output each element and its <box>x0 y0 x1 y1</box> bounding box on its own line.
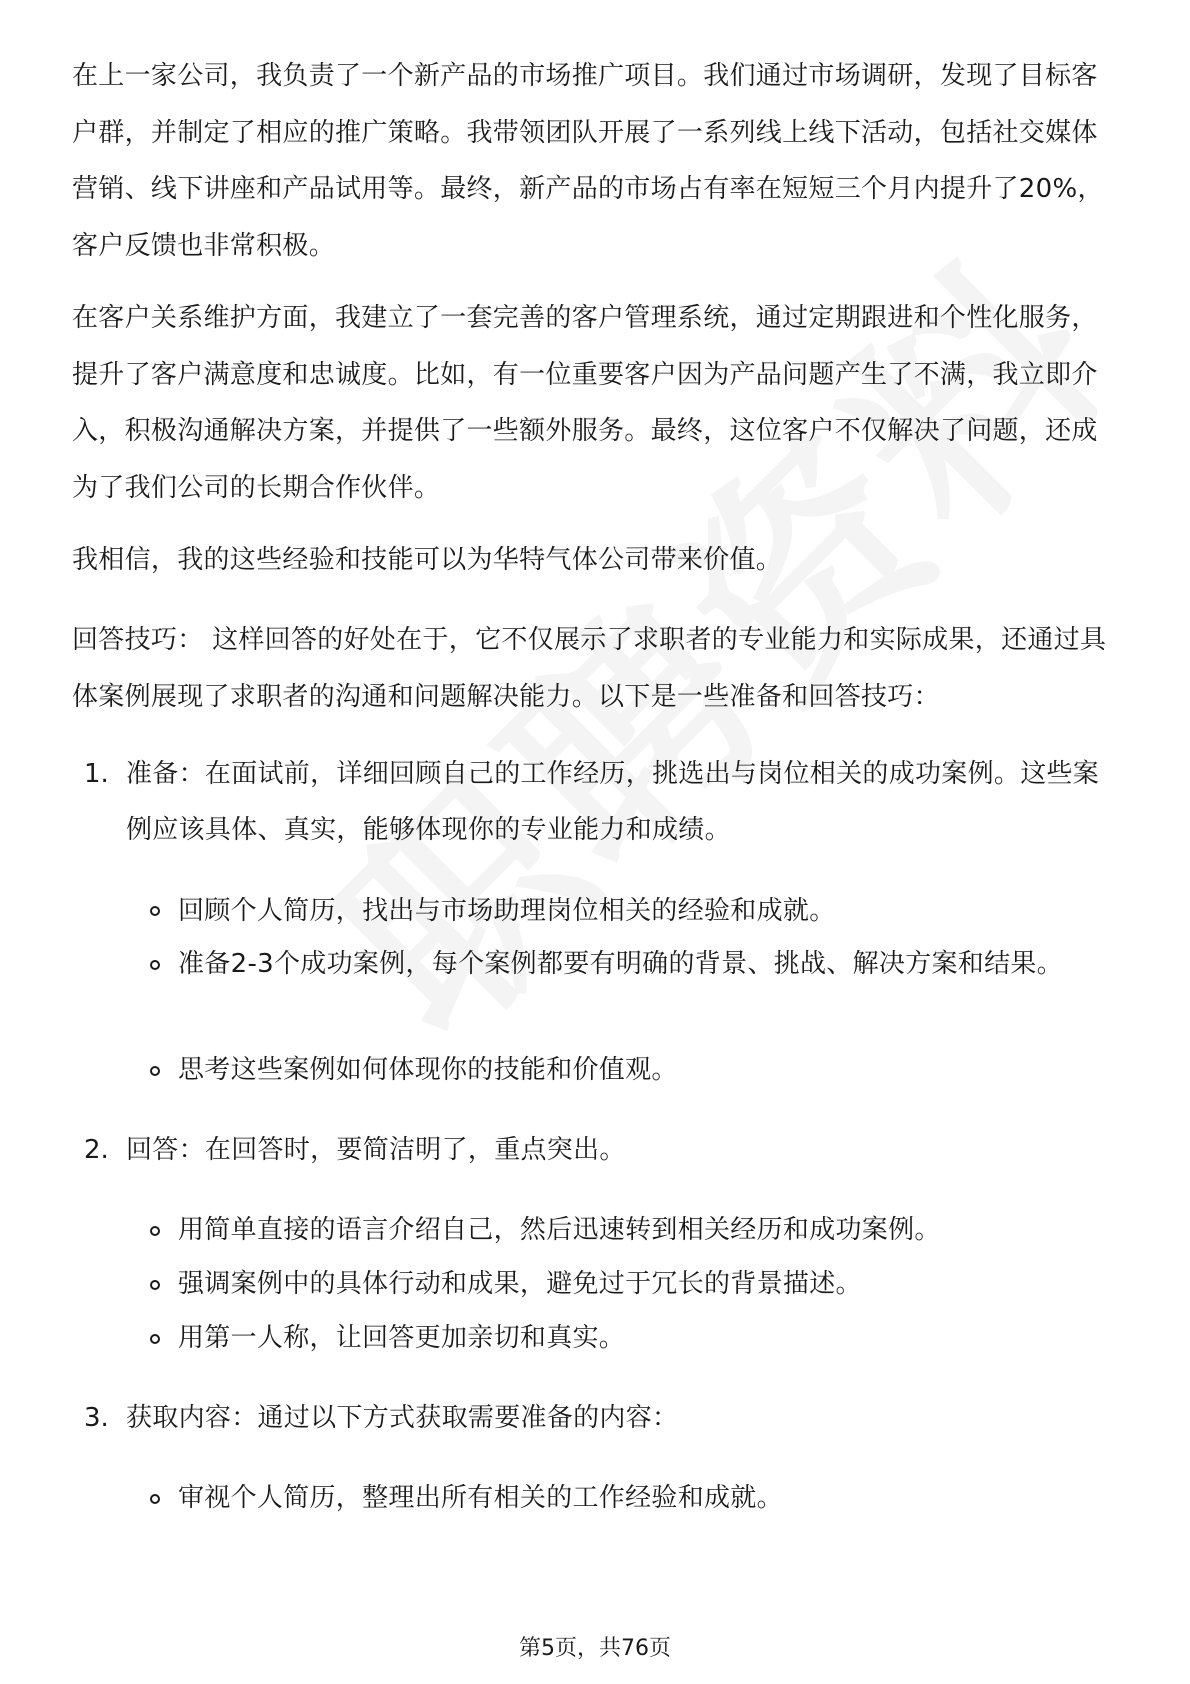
paragraph-2: 在客户关系维护方面，我建立了一套完善的客户管理系统，通过定期跟进和个性化服务，提升了客户满意度和忠诚度。比如，有一位重要客户因为产品问题产生了不满，我立即介入，积极沟通解决方案，并提供了一些额外服务。最终，这位客户不仅解决了问题，还成为了我们公司的长期合作伙伴。 <box>72 303 1098 503</box>
bullet-icon <box>150 1066 160 1076</box>
list-number-2: 2. <box>84 1135 109 1165</box>
list-item-1-bullet-3: 思考这些案例如何体现你的技能和价值观。 <box>178 1055 678 1085</box>
list-item-1-bullet-1: 回顾个人简历，找出与市场助理岗位相关的经验和成就。 <box>178 896 836 926</box>
bullet-icon <box>150 960 160 970</box>
bullet-icon <box>150 906 160 916</box>
bullet-icon <box>150 1280 160 1290</box>
list-item-2-text: 回答：在回答时，要简洁明了，重点突出。 <box>126 1135 626 1165</box>
list-item-3-text: 获取内容：通过以下方式获取需要准备的内容： <box>126 1403 679 1433</box>
list-item-2-bullet-2: 强调案例中的具体行动和成果，避免过于冗长的背景描述。 <box>178 1269 862 1299</box>
list-number-1: 1. <box>84 759 109 789</box>
list-item-1-text: 准备：在面试前，详细回顾自己的工作经历，挑选出与岗位相关的成功案例。这些案例应该具体、真实，能够体现你的专业能力和成绩。 <box>126 759 1100 845</box>
list-item-2-bullet-3: 用第一人称，让回答更加亲切和真实。 <box>178 1323 626 1353</box>
bullet-icon <box>150 1334 160 1344</box>
list-item-1-bullet-2: 准备2-3个成功案例，每个案例都要有明确的背景、挑战、解决方案和结果。 <box>178 949 1063 979</box>
paragraph-3: 我相信，我的这些经验和技能可以为华特气体公司带来价值。 <box>72 545 783 575</box>
page-footer: 第5页，共76页 <box>519 1636 671 1661</box>
list-item-3-bullet-1: 审视个人简历，整理出所有相关的工作经验和成就。 <box>178 1483 783 1513</box>
list-item-2-bullet-1: 用简单直接的语言介绍自己，然后迅速转到相关经历和成功案例。 <box>178 1215 941 1245</box>
bullet-icon <box>150 1494 160 1504</box>
paragraph-4: 回答技巧： 这样回答的好处在于，它不仅展示了求职者的专业能力和实际成果，还通过具体案例展现了求职者的沟通和问题解决能力。以下是一些准备和回答技巧： <box>72 625 1107 712</box>
bullet-icon <box>150 1226 160 1236</box>
paragraph-1: 在上一家公司，我负责了一个新产品的市场推广项目。我们通过市场调研，发现了目标客户群，并制定了相应的推广策略。我带领团队开展了一系列线上线下活动，包括社交媒体营销、线下讲座和产品试用等。最终，新产品的市场占有率在短短三个月内提升了20%，客户反馈也非常积极。 <box>72 61 1104 261</box>
list-number-3: 3. <box>84 1403 109 1433</box>
